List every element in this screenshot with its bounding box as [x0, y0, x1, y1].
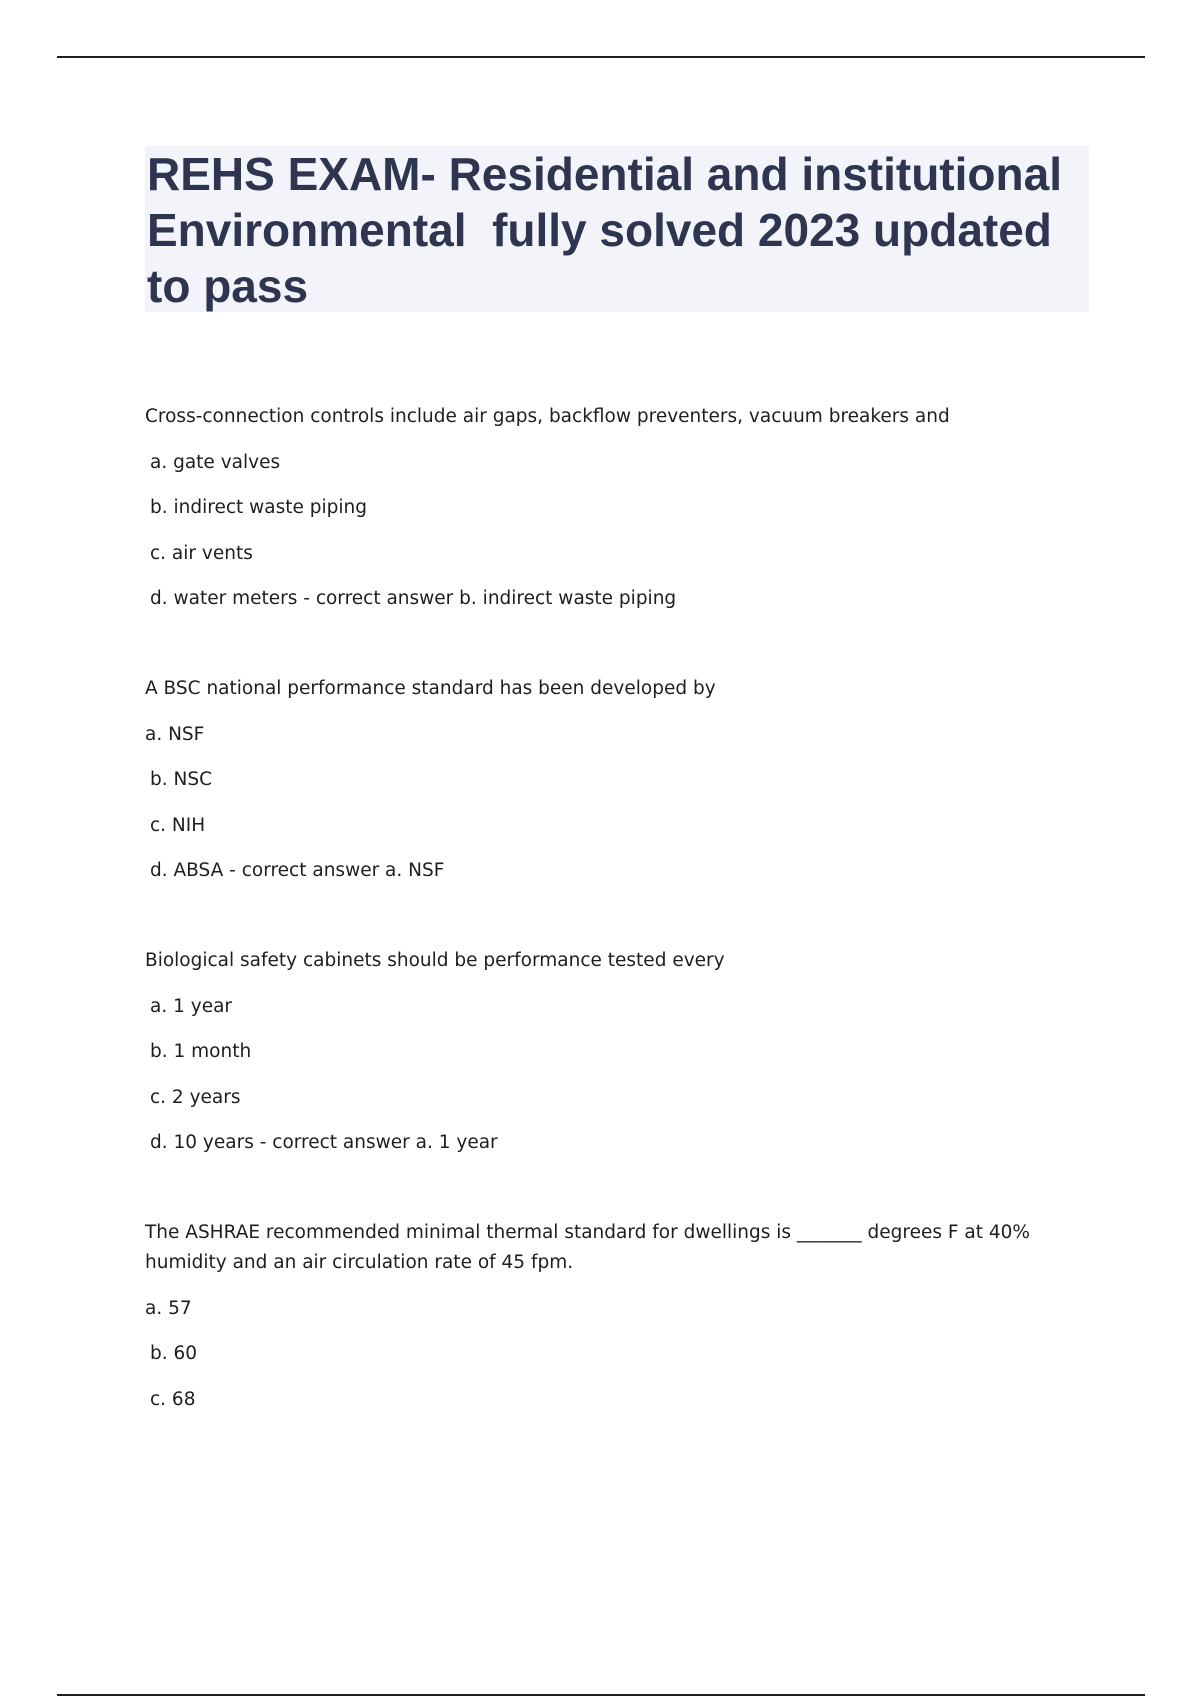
footer-rule: [57, 1694, 1145, 1696]
answer-option: b. 60: [150, 1343, 198, 1364]
question-block: [145, 1218, 1085, 1410]
title-block: [145, 146, 1089, 312]
answer-option: d. ABSA - correct answer a. NSF: [150, 860, 445, 881]
answer-option: c. NIH: [150, 815, 206, 836]
question-text: Biological safety cabinets should be performance tested every: [145, 950, 725, 971]
answer-option: c. 68: [150, 1389, 196, 1410]
answer-option: a. gate valves: [150, 452, 281, 473]
answer-option: b. NSC: [150, 769, 213, 790]
answer-option: c. 2 years: [150, 1087, 241, 1108]
question-text: A BSC national performance standard has been developed by: [145, 678, 716, 699]
answer-option: a. 57: [145, 1298, 192, 1319]
answer-option: d. water meters - correct answer b. indirect waste piping: [150, 588, 677, 609]
question-block: [145, 402, 1085, 609]
answer-option: b. indirect waste piping: [150, 497, 367, 518]
answer-option: d. 10 years - correct answer a. 1 year: [150, 1132, 498, 1153]
header-rule: [57, 56, 1145, 58]
question-block: [145, 946, 1085, 1153]
question-text: Cross-connection controls include air gaps, backflow preventers, vacuum breakers and: [145, 406, 950, 427]
question-block: [145, 674, 1085, 881]
answer-option: c. air vents: [150, 543, 253, 564]
question-text: The ASHRAE recommended minimal thermal standard for dwellings is _______ degrees F at 40% humidity and an air circulation rate of 45 fpm.: [145, 1222, 1030, 1273]
answer-option: a. 1 year: [150, 996, 233, 1017]
answer-option: b. 1 month: [150, 1041, 252, 1062]
answer-option: a. NSF: [145, 724, 205, 745]
document-title: REHS EXAM- Residential and institutional Environmental fully solved 2023 updated to pass: [147, 148, 1075, 312]
